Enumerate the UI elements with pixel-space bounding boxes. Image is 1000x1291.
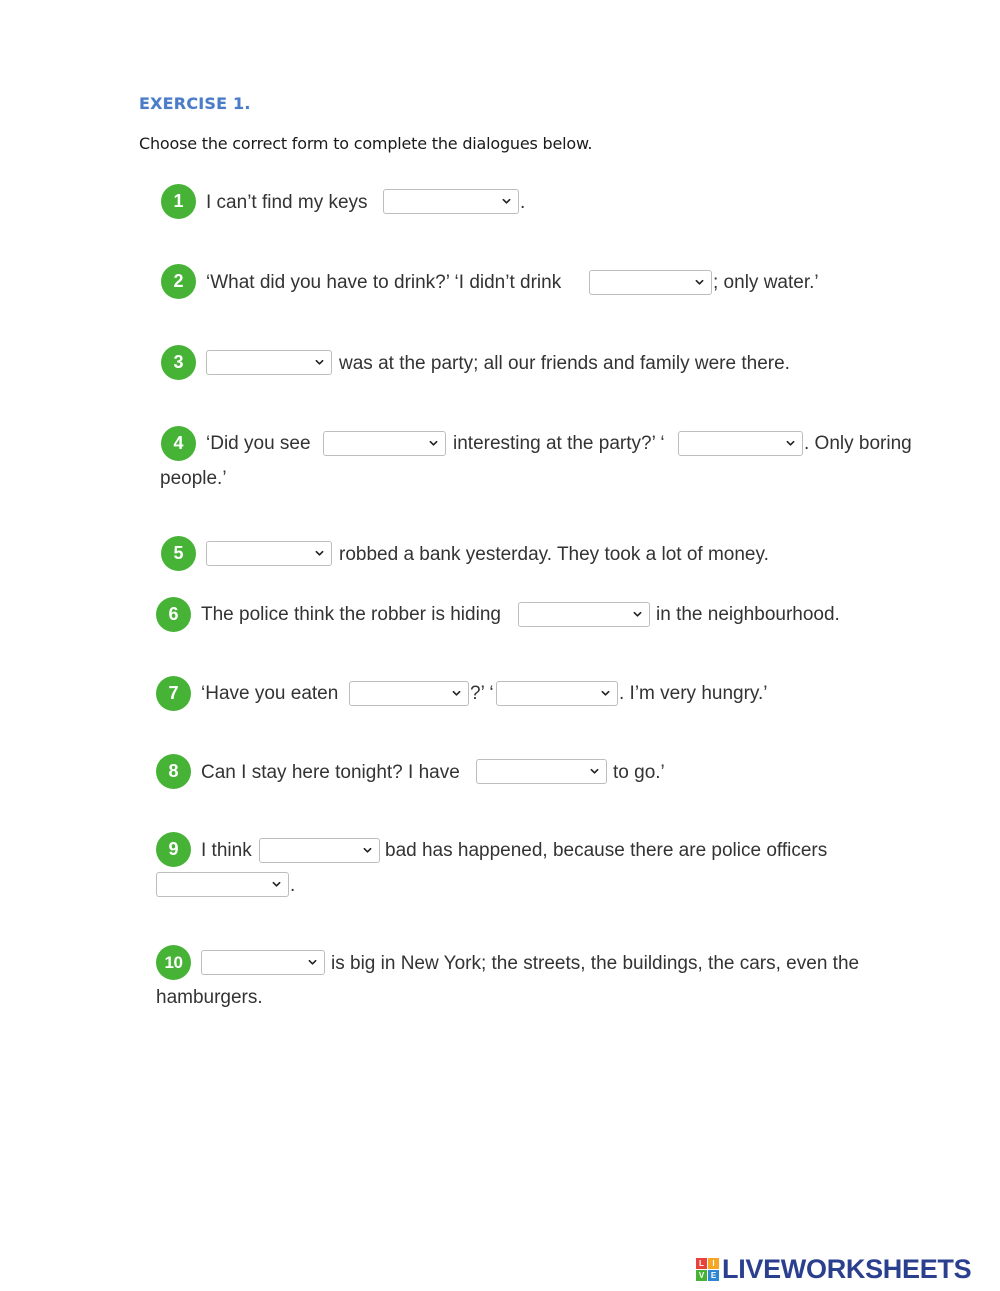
chevron-down-icon (786, 439, 795, 448)
question-2-text: ‘What did you have to drink?’ ‘I didn’t drink (206, 272, 562, 293)
question-4-mid: interesting at the party?’ ‘ (453, 433, 665, 454)
chevron-down-icon (429, 439, 438, 448)
question-2-end: ; only water.’ (713, 272, 819, 293)
chevron-down-icon (601, 689, 610, 698)
question-5-dropdown[interactable] (206, 541, 332, 566)
question-1-dropdown[interactable] (383, 189, 519, 214)
question-10-dropdown[interactable] (201, 950, 325, 975)
question-6-end: in the neighbourhood. (656, 604, 840, 625)
question-number-10: 10 (156, 945, 191, 980)
logo-mark (696, 1258, 719, 1281)
chevron-down-icon (315, 549, 324, 558)
chevron-down-icon (315, 358, 324, 367)
question-9-dropdown-a[interactable] (259, 838, 380, 863)
question-number-8: 8 (156, 754, 191, 789)
logo-letter-l: L (696, 1258, 707, 1269)
question-number-6: 6 (156, 597, 191, 632)
chevron-down-icon (272, 880, 281, 889)
question-2-dropdown[interactable] (589, 270, 712, 295)
chevron-down-icon (308, 958, 317, 967)
question-8-end: to go.’ (613, 762, 665, 783)
question-3-text: was at the party; all our friends and family were there. (339, 353, 790, 374)
question-9-end: . (290, 875, 296, 896)
chevron-down-icon (502, 197, 511, 206)
logo-letter-e: E (708, 1270, 719, 1281)
question-9-mid: bad has happened, because there are police officers (385, 840, 828, 861)
question-5-text: robbed a bank yesterday. They took a lot of money. (339, 544, 769, 565)
chevron-down-icon (363, 846, 372, 855)
question-7-text: ‘Have you eaten (201, 683, 339, 704)
question-9-dropdown-b[interactable] (156, 872, 289, 897)
question-1-text: I can’t find my keys (206, 192, 368, 213)
question-4-after: . Only boring (804, 433, 912, 454)
question-8-text: Can I stay here tonight? I have (201, 762, 460, 783)
question-8-dropdown[interactable] (476, 759, 607, 784)
question-4-dropdown-b[interactable] (678, 431, 803, 456)
logo-text: LIVEWORKSHEETS (722, 1253, 972, 1284)
logo-letter-i: I (708, 1258, 719, 1269)
question-6-text: The police think the robber is hiding (201, 604, 501, 625)
question-7-end: . I’m very hungry.’ (619, 683, 768, 704)
question-number-2: 2 (161, 264, 196, 299)
instructions: Choose the correct form to complete the dialogues below. (139, 134, 593, 153)
question-7-dropdown-b[interactable] (496, 681, 618, 706)
chevron-down-icon (633, 610, 642, 619)
chevron-down-icon (452, 689, 461, 698)
question-4-dropdown-a[interactable] (323, 431, 446, 456)
question-10-text: is big in New York; the streets, the buildings, the cars, even the (331, 953, 860, 974)
question-6-dropdown[interactable] (518, 602, 650, 627)
question-number-3: 3 (161, 345, 196, 380)
chevron-down-icon (590, 767, 599, 776)
question-1-end: . (520, 192, 526, 213)
question-number-7: 7 (156, 676, 191, 711)
question-3-dropdown[interactable] (206, 350, 332, 375)
chevron-down-icon (695, 278, 704, 287)
exercise-title: EXERCISE 1. (139, 94, 251, 113)
question-4-wrap: people.’ (160, 468, 227, 489)
question-7-dropdown-a[interactable] (349, 681, 469, 706)
question-7-mid: ?’ ‘ (470, 683, 494, 704)
question-number-5: 5 (161, 536, 196, 571)
question-number-9: 9 (156, 832, 191, 867)
question-number-4: 4 (161, 426, 196, 461)
question-9-text: I think (201, 840, 252, 861)
logo-letter-v: V (696, 1270, 707, 1281)
liveworksheets-logo (696, 1254, 971, 1284)
question-number-1: 1 (161, 184, 196, 219)
question-10-wrap: hamburgers. (156, 987, 263, 1008)
question-4-text: ‘Did you see (206, 433, 311, 454)
